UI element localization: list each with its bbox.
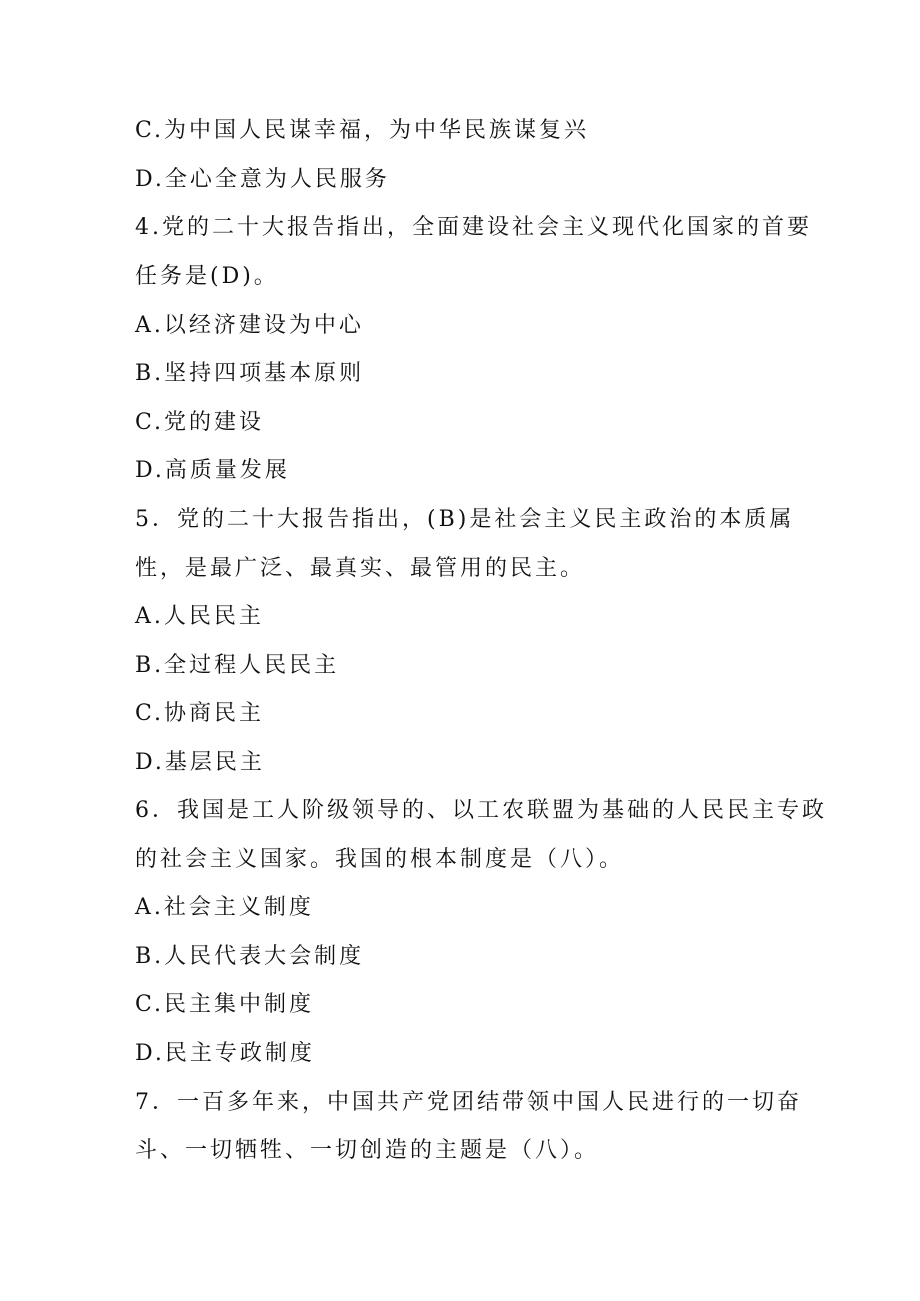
- option-d-q4: D.高质量发展: [135, 458, 290, 483]
- option-c-q6: C.民主集中制度: [135, 992, 315, 1017]
- option-d-q5: D.基层民主: [135, 750, 265, 775]
- question-7-line-1: 7．一百多年来，中国共产党团结带领中国人民进行的一切奋: [135, 1090, 802, 1115]
- option-d-q6: D.民主专政制度: [135, 1041, 315, 1066]
- option-a-q6: A.社会主义制度: [135, 895, 314, 920]
- option-c-q3: C.为中国人民谋幸福，为中华民族谋复兴: [135, 118, 590, 143]
- option-d-q3: D.全心全意为人民服务: [135, 167, 390, 192]
- option-b-q4: B.坚持四项基本原则: [135, 361, 365, 386]
- question-4-line-1: 4.党的二十大报告指出，全面建设社会主义现代化国家的首要: [135, 215, 812, 240]
- question-4-line-2: 任务是(D)。: [135, 264, 279, 289]
- option-b-q6: B.人民代表大会制度: [135, 944, 365, 969]
- question-5-line-2: 性，是最广泛、最真实、最管用的民主。: [135, 556, 586, 581]
- question-5-line-1: 5．党的二十大报告指出，(B)是社会主义民主政治的本质属: [135, 507, 795, 532]
- option-c-q5: C.协商民主: [135, 701, 265, 726]
- option-c-q4: C.党的建设: [135, 410, 265, 435]
- question-6-line-1: 6．我国是工人阶级领导的、以工农联盟为基础的人民民主专政: [135, 798, 827, 823]
- option-a-q4: A.以经济建设为中心: [135, 313, 364, 338]
- question-7-line-2: 斗、一切牺牲、一切创造的主题是（八）。: [135, 1138, 600, 1163]
- question-6-line-2: 的社会主义国家。我国的根本制度是（八）。: [135, 847, 625, 872]
- option-b-q5: B.全过程人民民主: [135, 653, 340, 678]
- option-a-q5: A.人民民主: [135, 604, 264, 629]
